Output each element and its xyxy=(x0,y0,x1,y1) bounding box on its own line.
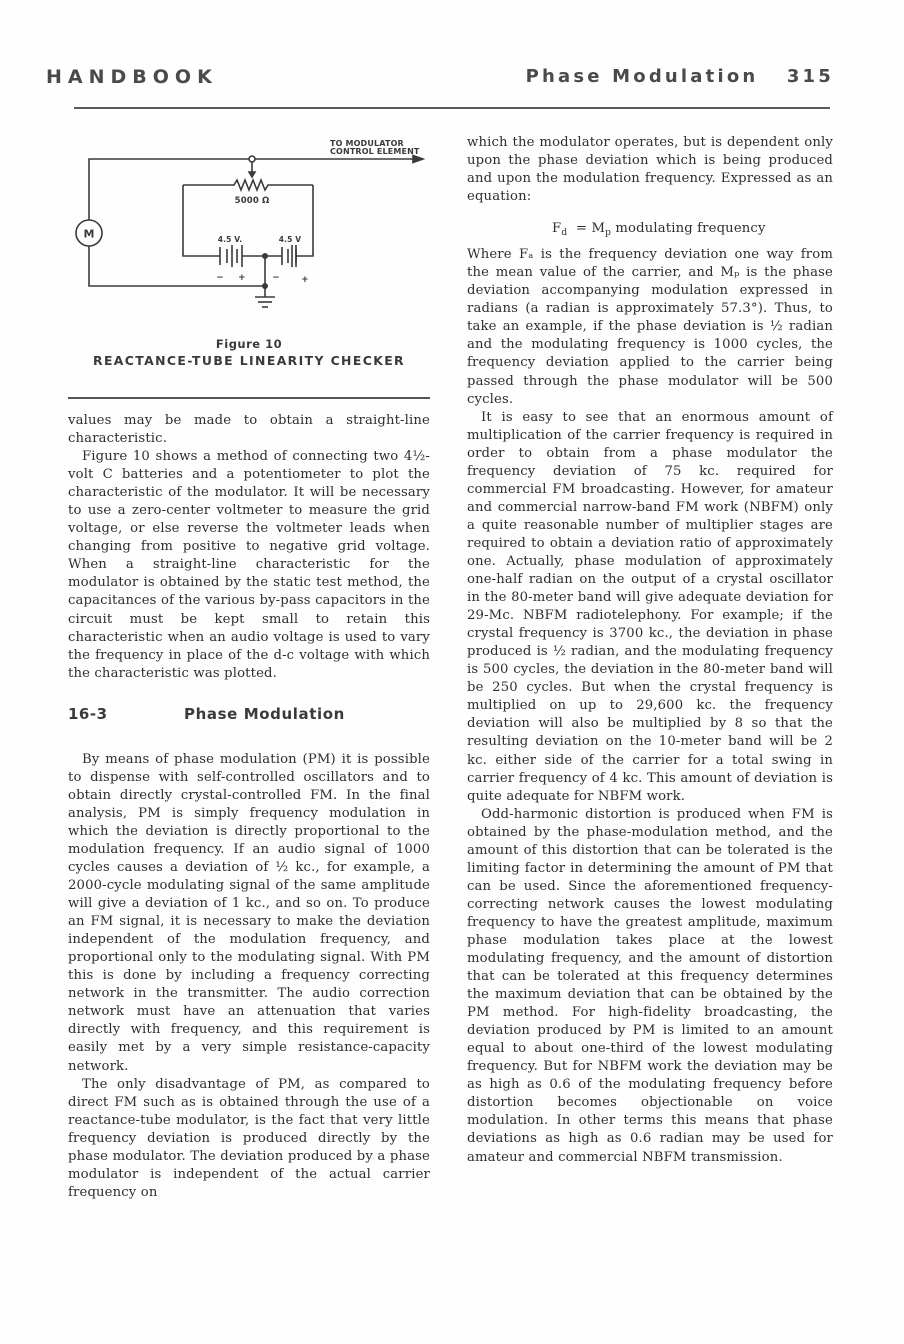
figure-label: Figure 10 xyxy=(215,337,283,351)
equation-lhs-subscript: d xyxy=(561,228,568,239)
right-column xyxy=(467,134,833,1167)
output-junction xyxy=(249,156,255,162)
battery2-minus: − xyxy=(272,273,280,283)
equation xyxy=(467,220,833,240)
center-junction xyxy=(262,253,268,259)
left-column xyxy=(68,130,430,1202)
paragraph: Where Fₐ is the frequency deviation one way from the mean value of the carrier, and Mₚ is the phase deviation accompanying modulation expressed in radians (a radian is approximately 57.3°). Thus, to take an example, if the phase deviation is ½ radian and the modulating frequency is 1000 cycles, the frequency deviation applied to the carrier being passed through the phase modulator will be 500 cycles. xyxy=(467,247,833,407)
ground-junction xyxy=(262,283,268,289)
resistor-label: 5000 Ω xyxy=(234,196,270,206)
wiper-arrow-icon xyxy=(249,172,255,177)
equation-equals: = xyxy=(575,221,588,237)
paragraph: It is easy to see that an enormous amount of multiplication of the carrier frequency is required in order to obtain from a phase modulator the frequency deviation of 75 kc. required for commercial FM broadcasting. However, for amateur and commercial narrow-band FM work (NBFM) only a quite reasonable number of multiplier stages are required to obtain a deviation ratio of approximately one. Actually, phase modulation of approximately one-half radian on the output of a crystal oscillator in the 80-meter band will give adequate deviation for 29-Mc. NBFM radiotelephony. For example; if the crystal frequency is 3700 kc., the deviation in phase produced is ½ radian, and the modulating frequency is 500 cycles, the deviation in the 80-meter band will be 250 cycles. But when the crystal frequency is multiplied on up to 29,600 kc. the frequency deviation will also be multiplied by 8 so that the resulting deviation on the 10-meter band will be 2 kc. either side of the carrier for a total swing in carrier frequency of 4 kc. This amount of deviation is quite adequate for NBFM work. xyxy=(467,409,833,804)
equation-rhs-tail: modulating frequency xyxy=(611,221,766,237)
meter-label: M xyxy=(83,227,95,241)
running-head-chapter-title: Phase Modulation xyxy=(525,66,759,87)
section-title: Phase Modulation xyxy=(184,704,345,723)
equation-lhs: F xyxy=(552,221,562,237)
paragraph: The only disadvantage of PM, as compared to direct FM such as is obtained through the use of a reactance-tube modulator, is the fact that very little frequency deviation is produced directly by the phase modulator. The deviation produced by a phase modulator is independent of the actual carrier frequency on xyxy=(68,1076,430,1200)
paragraph: which the modulator operates, but is dependent only upon the phase deviation which is being produced and upon the modulation frequency. Expressed as an equation: xyxy=(467,135,833,205)
left-body-text xyxy=(68,412,430,1202)
battery2-plus: + xyxy=(301,275,309,285)
equation-rhs-subscript: p xyxy=(605,228,612,239)
figure-10 xyxy=(68,130,430,392)
wire-meter-top xyxy=(89,159,363,225)
equation-rhs: M xyxy=(591,221,606,237)
wire-pot-right xyxy=(296,185,313,256)
battery1-label: 4.5 V. xyxy=(217,235,243,244)
paragraph: By means of phase modulation (PM) it is possible to dispense with self-controlled oscillators and to obtain directly crystal-controlled FM. In the final analysis, PM is simply frequency modulation in which the deviation is directly proportional to the modulation frequency. If an audio signal of 1000 cycles causes a deviation of ½ kc., for example, a 2000-cycle modulating signal of the same amplitude will give a deviation of 1 kc., and so on. To produce an FM signal, it is necessary to make the deviation independent of the modulation frequency, and proportional only to the modulating signal. With PM this is done by including a frequency correcting network in the transmitter. The audio correction network must have an attenuation that varies directly with frequency, and this requirement is easily met by a very simple resistance-capacity network. xyxy=(68,751,430,1074)
running-head-book-title: HANDBOOK xyxy=(46,66,218,88)
wire-pot-left xyxy=(183,185,220,256)
section-heading xyxy=(68,705,430,727)
paragraph: Figure 10 shows a method of connecting two 4½-volt C batteries and a potentiometer to plot the characteristic of the modulator. It will be necessary to use a zero-center voltmeter to measure the grid voltage, or else reverse the voltmeter leads when changing from positive to negative grid voltage. When a straight-line characteristic for the modulator is obtained by the static test method, the capacitances of the various by-pass capacitors in the circuit must be kept small to retain this characteristic when an audio voltage is used to vary the frequency in place of the d-c voltage with which the characteristic was plotted. xyxy=(68,449,430,681)
figure-rule xyxy=(68,397,430,399)
resistor-zigzag xyxy=(183,180,313,190)
output-label-line2: CONTROL ELEMENT xyxy=(330,147,420,156)
battery2-label: 4.5 V xyxy=(278,235,302,244)
running-head-chapter xyxy=(526,66,834,87)
battery1-plus: + xyxy=(238,273,246,283)
section-number: 16-3 xyxy=(68,704,108,723)
output-label-line1: TO MODULATOR xyxy=(330,139,404,148)
figure-caption: REACTANCE-TUBE LINEARITY CHECKER xyxy=(93,353,405,368)
circuit-diagram xyxy=(68,130,430,335)
header-rule xyxy=(74,107,830,109)
paragraph: values may be made to obtain a straight-line characteristic. xyxy=(68,413,430,447)
page-number: 315 xyxy=(786,66,834,87)
battery1-minus: − xyxy=(216,273,224,283)
paragraph: Odd-harmonic distortion is produced when FM is obtained by the phase-modulation method, and the amount of this distortion that can be tolerated is the limiting factor in determining the amount of PM that can be used. Since the aforementioned frequency-correcting network causes the lowest modulating frequency to have the greatest amplitude, maximum phase modulation takes place at the lowest modulating frequency, and the amount of distortion that can be tolerated at this frequency determines the maximum deviation that can be obtained by the PM method. For high-fidelity broadcasting, the deviation produced by PM is limited to an amount equal to about one-third of the lowest modulating frequency. But for NBFM work the deviation may be as high as 0.6 of the modulating frequency before distortion becomes objectionable on voice modulation. In other terms this means that phase deviations as high as 0.6 radian may be used for amateur and commercial NBFM transmission. xyxy=(467,806,833,1165)
